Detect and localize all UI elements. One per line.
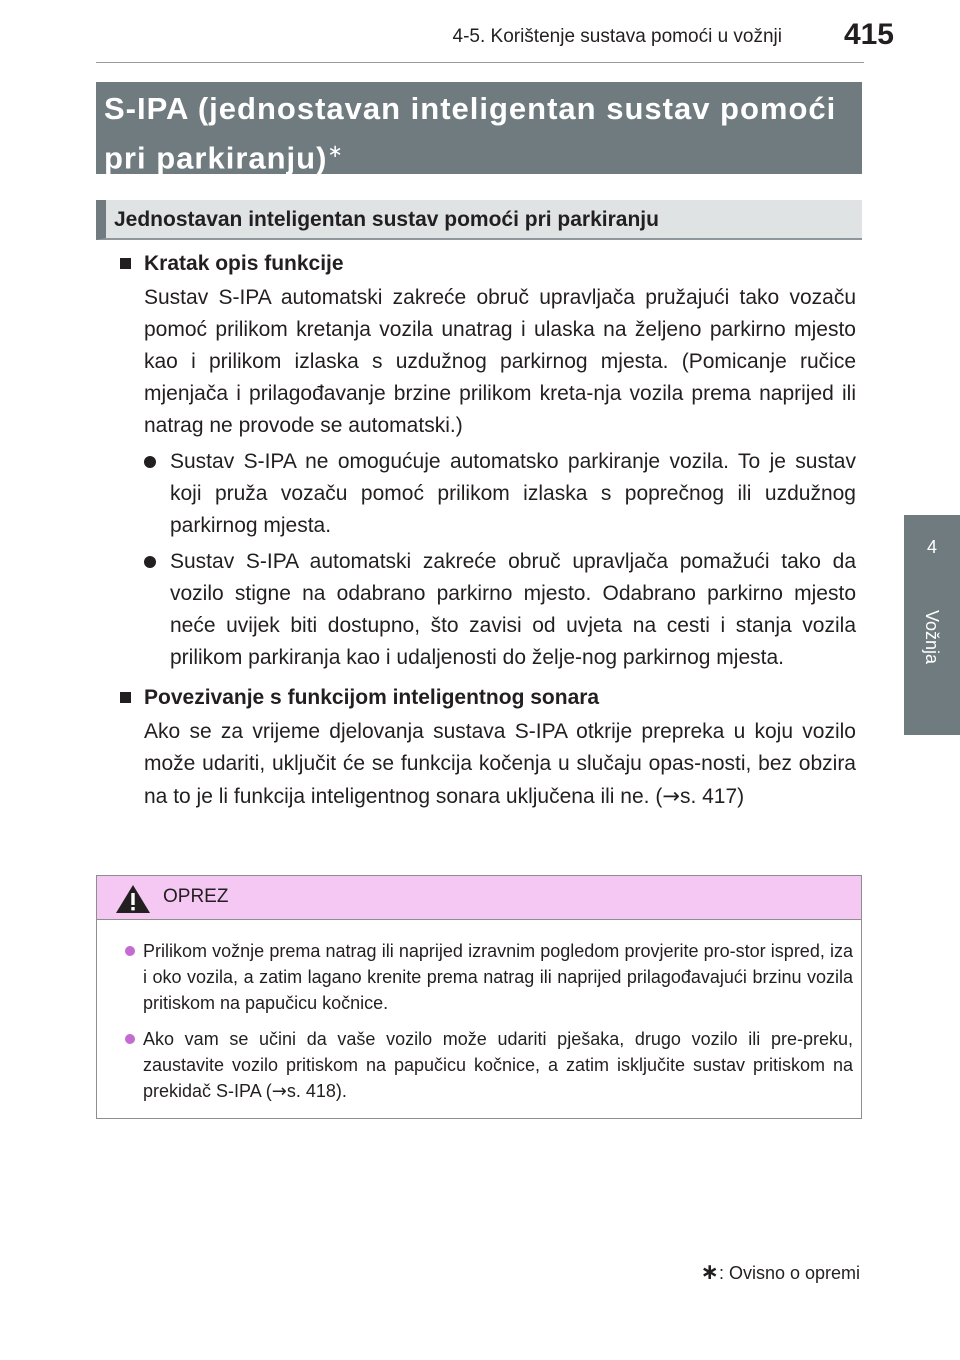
list-item — [96, 546, 856, 674]
round-bullet-icon — [144, 556, 156, 568]
caution-item — [97, 1026, 853, 1105]
round-bullet-icon — [144, 456, 156, 468]
chapter-label: Vožnja — [922, 610, 942, 665]
asterisk-icon: ∗ — [700, 1259, 719, 1284]
chapter-number: 4 — [926, 537, 937, 557]
sonar-paragraph — [96, 716, 856, 813]
page-title-text: S-IPA (jednostavan inteligentan sustav pomoći pri parkiranju) — [104, 91, 837, 176]
footnote-text: : Ovisno o opremi — [718, 1263, 860, 1283]
caution-body — [97, 920, 861, 1105]
page-title-bar — [96, 82, 862, 174]
page-number: 415 — [843, 18, 894, 51]
page-title — [104, 88, 854, 179]
section-heading-overview — [96, 248, 856, 280]
list-item-text: Sustav S-IPA ne omogućuje automatsko parkiranje vozila. To je sustav koji pruža vozaču pomoć prilikom izlaska s poprečnog ili uzdužnog parkirnog mjesta. — [170, 450, 856, 537]
pink-bullet-icon — [125, 946, 135, 956]
caution-label: OPREZ — [163, 886, 229, 907]
caution-item-text: Prilikom vožnje prema natrag ili naprijed izravnim pogledom provjerite pro-stor ispred, iza i oko vozila, a zatim lagano krenite prema natrag ili naprijed prilagođavajući brzinu vozila pritiskom na papučicu kočnice. — [143, 941, 853, 1013]
main-content — [96, 248, 856, 817]
caution-box — [96, 875, 862, 1119]
caution-header — [97, 876, 861, 920]
subsection-bar — [96, 200, 862, 240]
arrow-right-icon: → — [271, 1081, 287, 1102]
title-asterisk: ∗ — [327, 141, 344, 161]
page-reference[interactable]: s. 417) — [679, 785, 745, 808]
section-heading-text: Povezivanje s funkcijom inteligentnog sonara — [144, 686, 600, 709]
footnote — [701, 1259, 861, 1285]
arrow-right-icon: → — [662, 784, 680, 808]
caution-item-text: Ako vam se učini da vaše vozilo može udariti pješaka, drugo vozilo ili pre-preku, zaustavite vozilo pritiskom na papučicu kočnice, a zatim isključite sustav pritiskom na prekidač S-IPA ( — [143, 1029, 853, 1101]
header-divider — [96, 62, 864, 63]
list-item — [96, 446, 856, 542]
page-reference[interactable]: s. 418). — [286, 1081, 347, 1101]
caution-item — [97, 938, 853, 1016]
sonar-paragraph-text: Ako se za vrijeme djelovanja sustava S-IPA otkrije prepreka u koju vozilo može udariti, uključit će se funkcija kočenja u slučaju opas-nosti, bez obzira na to je li funkcija inteligentnog sonara uključena ili ne. ( — [144, 720, 856, 808]
square-bullet-icon — [120, 258, 131, 269]
section-heading-sonar — [96, 682, 856, 714]
warning-triangle-icon — [115, 884, 151, 914]
overview-paragraph: Sustav S-IPA automatski zakreće obruč upravljača pružajući tako vozaču pomoć prilikom kretanja vozila unatrag i ulaska na željeno parkirno mjesto kao i prilikom izlaska s uzdužnog parkirnog mjesta. (Pomicanje ručice mjenjača i prilagođavanje brzine prilikom kreta-nja vozila prema naprijed ili natrag ne provode se automatski.) — [144, 286, 856, 437]
list-item-text: Sustav S-IPA automatski zakreće obruč upravljača pomažući tako da vozilo stigne na odabrano parkirno mjesto. Odabrano parkirno mjesto neće uvijek biti dostupno, što zavisi od uvjeta na cesti i stanja vozila prilikom parkiranja kao i udaljenosti do želje-nog parkirnog mjesta. — [170, 550, 856, 669]
pink-bullet-icon — [125, 1034, 135, 1044]
section-heading-text: Kratak opis funkcije — [144, 252, 344, 275]
header-section-title: 4-5. Korištenje sustava pomoći u vožnji — [452, 26, 782, 47]
square-bullet-icon — [120, 692, 131, 703]
chapter-side-tab — [904, 515, 960, 735]
subsection-title: Jednostavan inteligentan sustav pomoći pri parkiranju — [114, 208, 659, 231]
